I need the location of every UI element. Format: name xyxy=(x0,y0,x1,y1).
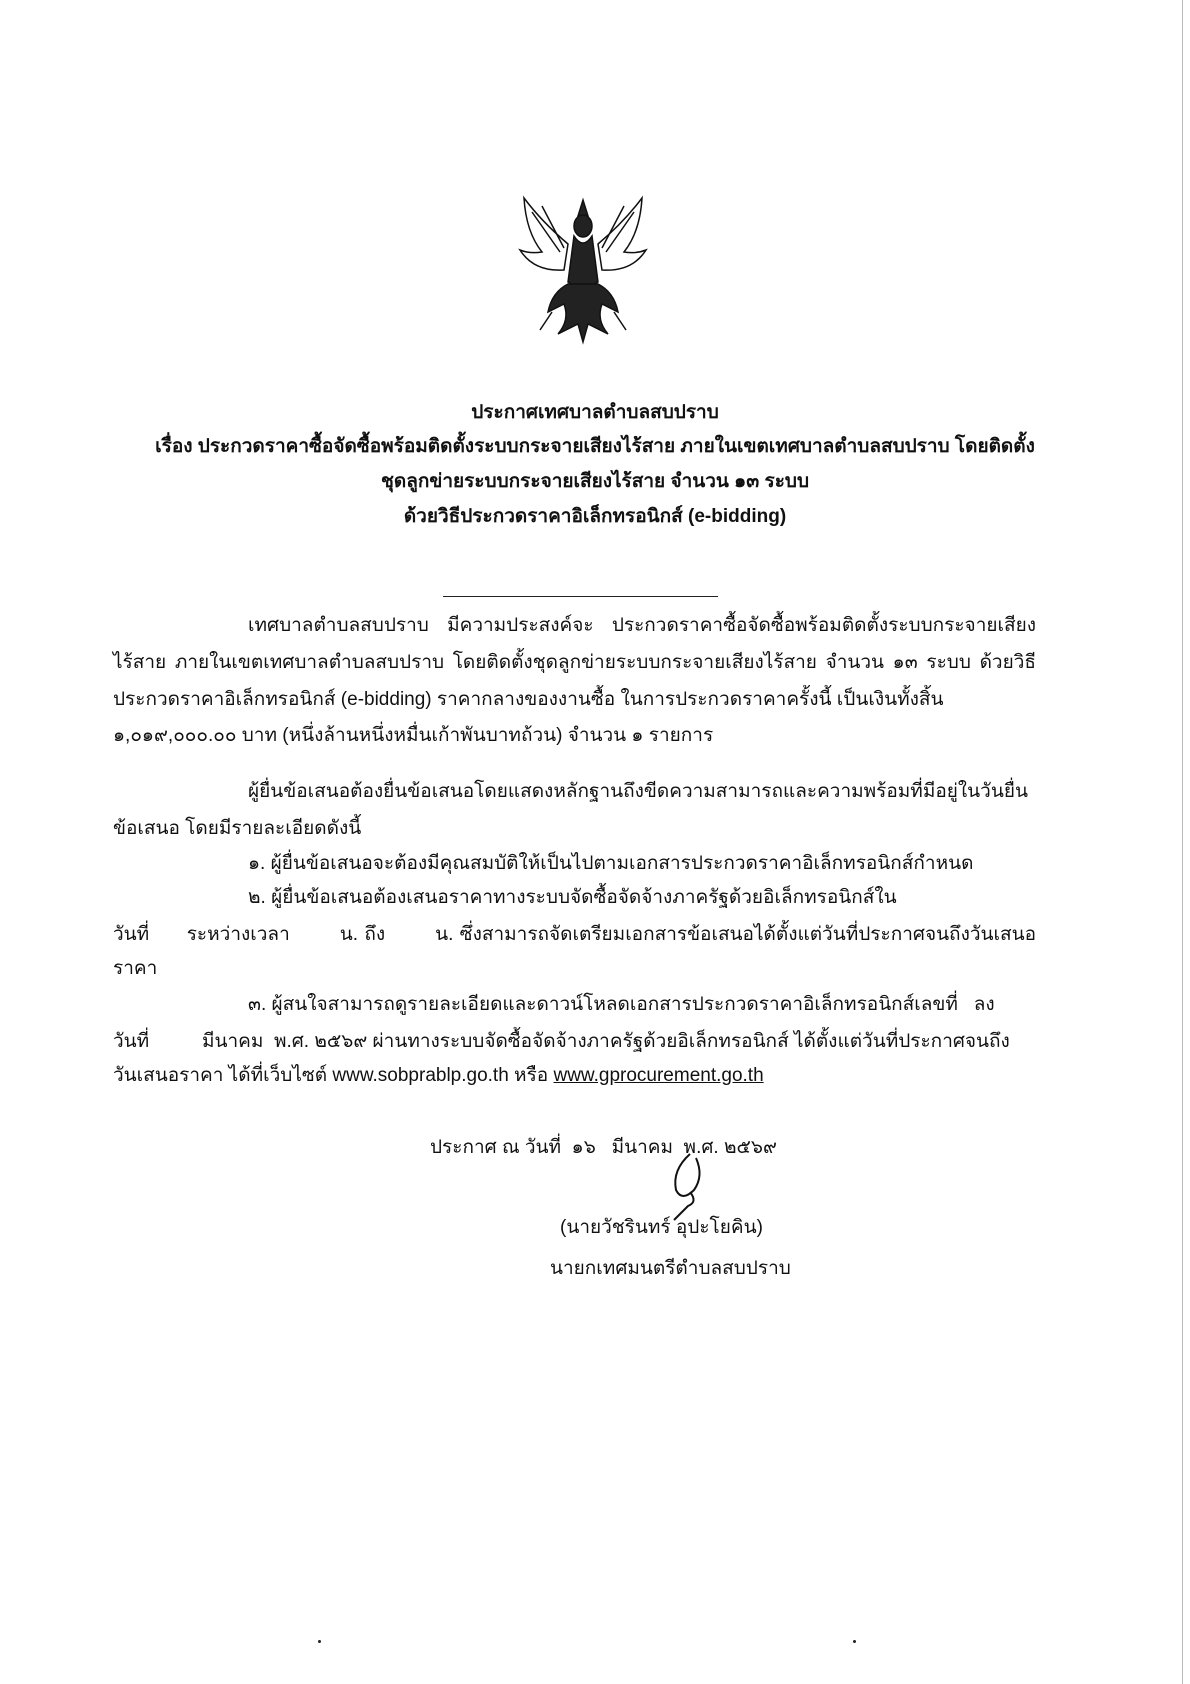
item-2-line: ๒. ผู้ยื่นข้อเสนอต้องเสนอราคาทางระบบจัดซื้อจัดจ้างภาครัฐด้วยอิเล็กทรอนิกส์ใน xyxy=(248,887,897,908)
scan-edge-line xyxy=(1182,0,1183,1684)
paragraph-1-line: ประกวดราคาอิเล็กทรอนิกส์ (e-bidding) ราคากลางของงานซื้อ ในการประกวดราคาครั้งนี้ เป็นเงินทั้งสิ้น xyxy=(113,689,944,710)
item-3-line: วันที่ มีนาคม พ.ศ. ๒๕๖๙ ผ่านทางระบบจัดซื้อจัดจ้างภาครัฐด้วยอิเล็กทรอนิกส์ ได้ตั้งแต่วันที่ประกาศจนถึง xyxy=(113,1031,1010,1052)
subject-line-3: ด้วยวิธีประกวดราคาอิเล็กทรอนิกส์ (e-bidding) xyxy=(403,506,787,527)
handwritten-signature xyxy=(660,1150,720,1225)
announce-date: ประกาศ ณ วันที่ ๑๖ มีนาคม พ.ศ. ๒๕๖๙ xyxy=(430,1137,777,1158)
signer-name: (นายวัชรินทร์ อุปะโยคิน) xyxy=(560,1217,763,1238)
item-3-line: ๓. ผู้สนใจสามารถดูรายละเอียดและดาวน์โหลดเอกสารประกวดราคาอิเล็กทรอนิกส์เลขที่ ลง xyxy=(248,994,995,1015)
item-3-line xyxy=(113,1064,764,1088)
paragraph-1-line: ๑,๐๑๙,๐๐๐.๐๐ บาท (หนึ่งล้านหนึ่งหมื่นเก้าพันบาทถ้วน) จำนวน ๑ รายการ xyxy=(113,725,714,746)
item-1: ๑. ผู้ยื่นข้อเสนอจะต้องมีคุณสมบัติให้เป็นไปตามเอกสารประกวดราคาอิเล็กทรอนิกส์กำหนด xyxy=(248,853,974,874)
item-3-text: วันเสนอราคา ได้ที่เว็บไซต์ www.sobprablp.go.th หรือ xyxy=(113,1065,549,1086)
gprocurement-link[interactable]: www.gprocurement.go.th xyxy=(553,1065,764,1086)
scan-dot xyxy=(853,1640,856,1643)
subject-line-1: เรื่อง ประกวดราคาซื้อจัดซื้อพร้อมติดตั้งระบบกระจายเสียงไร้สาย ภายในเขตเทศบาลตำบลสบปราบ โดยติดตั้ง xyxy=(155,436,1035,457)
paragraph-2-line: ผู้ยื่นข้อเสนอต้องยื่นข้อเสนอโดยแสดงหลักฐานถึงขีดความสามารถและความพร้อมที่มีอยู่ในวันยื่น xyxy=(248,781,1028,802)
item-2-line: ราคา xyxy=(113,958,158,979)
paragraph-1-line: เทศบาลตำบลสบปราบ มีความประสงค์จะ ประกวดราคาซื้อจัดซื้อพร้อมติดตั้งระบบกระจายเสียง xyxy=(248,615,1036,636)
signer-title: นายกเทศมนตรีตำบลสบปราบ xyxy=(550,1258,791,1279)
scan-dot xyxy=(318,1640,321,1643)
org-heading: ประกาศเทศบาลตำบลสบปราบ xyxy=(471,402,719,423)
garuda-emblem-icon xyxy=(512,192,654,347)
item-2-line: วันที่ ระหว่างเวลา น. ถึง น. ซึ่งสามารถจัดเตรียมเอกสารข้อเสนอได้ตั้งแต่วันที่ประกาศจนถึงวันเสนอ xyxy=(113,924,1036,945)
divider-rule xyxy=(443,596,718,597)
paragraph-1-line: ไร้สาย ภายในเขตเทศบาลตำบลสบปราบ โดยติดตั้งชุดลูกข่ายระบบกระจายเสียงไร้สาย จำนวน ๑๓ ระบบ ด้วยวิธี xyxy=(113,652,1036,673)
subject-line-2: ชุดลูกข่ายระบบกระจายเสียงไร้สาย จำนวน ๑๓ ระบบ xyxy=(380,471,810,492)
paragraph-2-line: ข้อเสนอ โดยมีรายละเอียดดังนี้ xyxy=(113,818,362,839)
